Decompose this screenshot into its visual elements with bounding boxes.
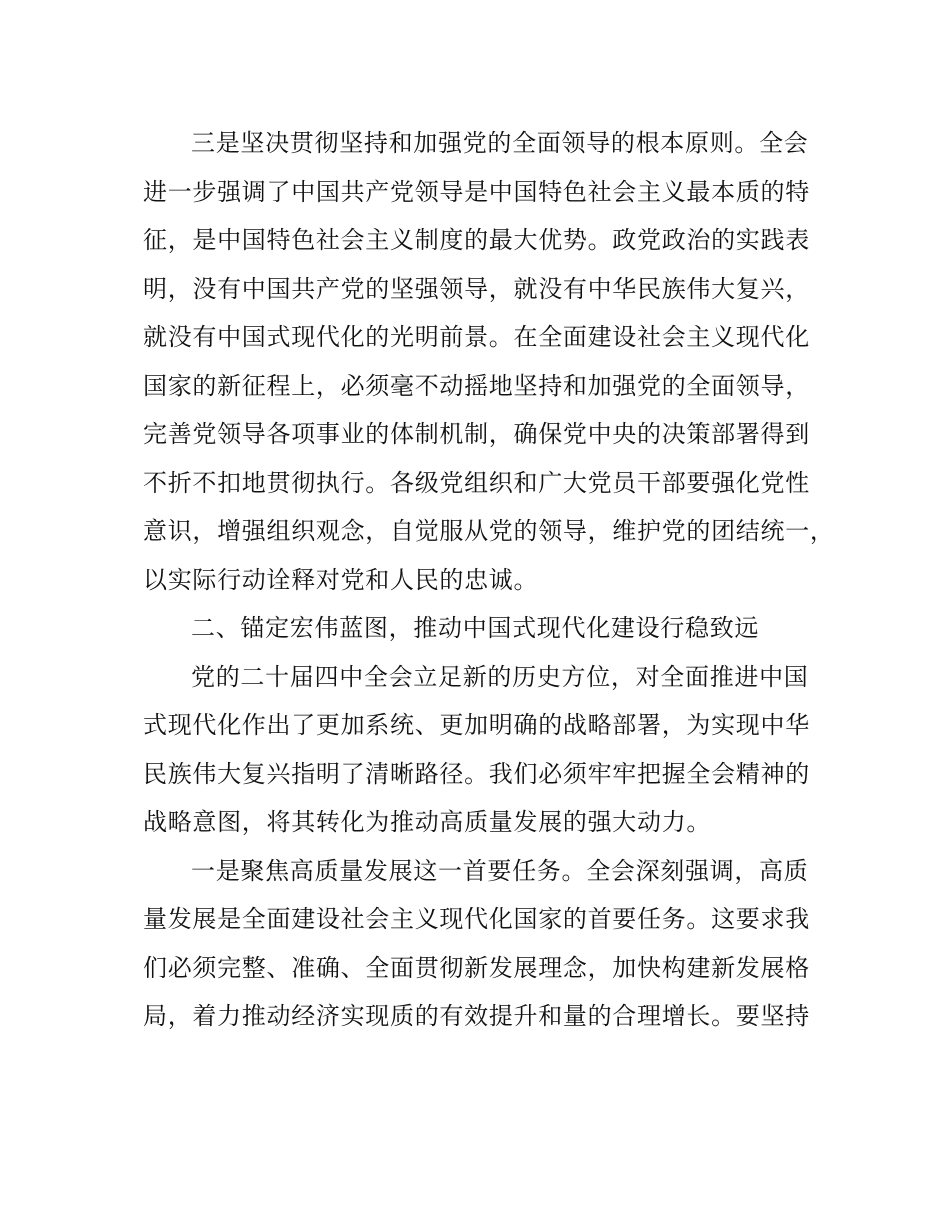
text-line: 完善党领导各项事业的体制机制，确保党中央的决策部署得到 bbox=[143, 420, 810, 448]
section-heading bbox=[143, 604, 823, 653]
text-line: 三是坚决贯彻坚持和加强党的全面领导的根本原则。全会 bbox=[191, 129, 809, 157]
text-line: 战略意图，将其转化为推动高质量发展的强大动力。 bbox=[143, 808, 712, 836]
text-line: 党的二十届四中全会立足新的历史方位，对全面推进中国 bbox=[191, 662, 809, 691]
text-line: 国家的新征程上，必须毫不动摇地坚持和加强党的全面领导， bbox=[143, 371, 810, 400]
document-page bbox=[143, 119, 835, 1041]
text-line: 一是聚焦高质量发展这一首要任务。全会深刻强调，高质 bbox=[191, 856, 809, 885]
text-line: 意识，增强组织观念，自觉服从党的领导，维护党的团结统一， bbox=[143, 517, 835, 545]
text-line: 二、锚定宏伟蓝图，推动中国式现代化建设行稳致远 bbox=[191, 614, 760, 642]
paragraph bbox=[143, 653, 823, 847]
paragraph bbox=[143, 119, 835, 604]
text-line: 征，是中国特色社会主义制度的最大优势。政党政治的实践表 bbox=[143, 226, 810, 254]
text-line: 明，没有中国共产党的坚强领导，就没有中华民族伟大复兴， bbox=[143, 274, 810, 303]
paragraph bbox=[143, 847, 823, 1041]
text-line: 以实际行动诠释对党和人民的忠诚。 bbox=[143, 565, 539, 594]
text-line: 式现代化作出了更加系统、更加明确的战略部署，为实现中华 bbox=[143, 711, 810, 739]
text-line: 们必须完整、准确、全面贯彻新发展理念，加快构建新发展格 bbox=[143, 953, 810, 982]
text-line: 局，着力推动经济实现质的有效提升和量的合理增长。要坚持 bbox=[143, 1002, 810, 1030]
text-line: 不折不扣地贯彻执行。各级党组织和广大党员干部要强化党性 bbox=[143, 468, 810, 497]
text-line: 量发展是全面建设社会主义现代化国家的首要任务。这要求我 bbox=[143, 905, 810, 933]
text-line: 进一步强调了中国共产党领导是中国特色社会主义最本质的特 bbox=[143, 177, 810, 206]
text-line: 就没有中国式现代化的光明前景。在全面建设社会主义现代化 bbox=[143, 323, 810, 351]
text-line: 民族伟大复兴指明了清晰路径。我们必须牢牢把握全会精神的 bbox=[143, 759, 810, 788]
